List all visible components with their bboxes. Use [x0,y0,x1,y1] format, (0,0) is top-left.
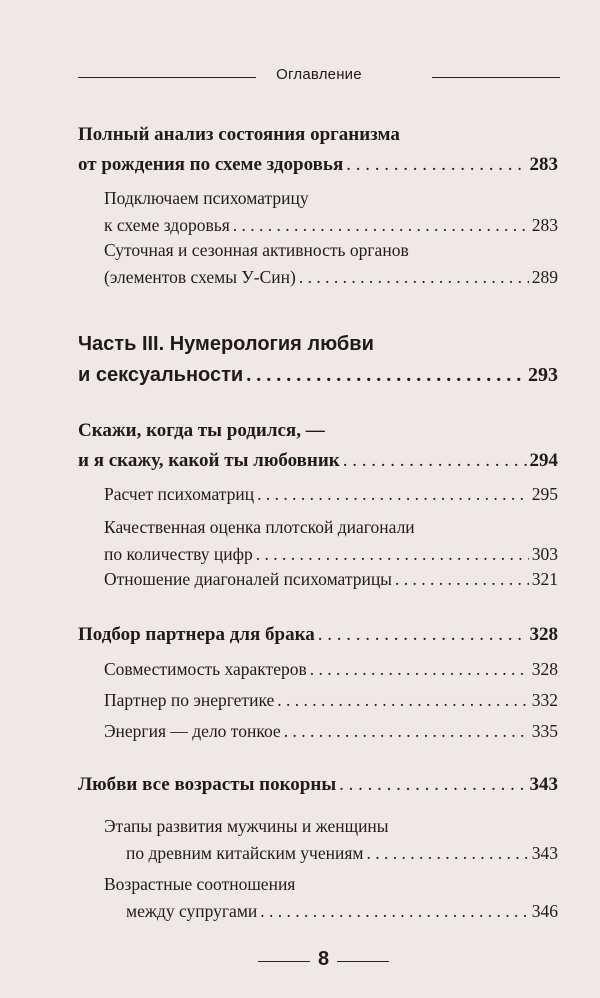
toc-entry-subsection[interactable] [104,687,558,714]
toc-page-number: 289 [531,267,558,287]
toc-entry-title: Энергия — дело тонкое [104,721,281,741]
toc-line [104,481,558,508]
toc-line [104,656,558,683]
toc-page-number: 332 [531,690,558,710]
toc-entry-subsection[interactable] [104,718,558,745]
toc-entry-section[interactable] [78,770,558,800]
header-title: Оглавление [276,66,362,83]
dot-leader [346,150,526,180]
toc-entry-section[interactable] [78,120,558,180]
page-footer [0,946,600,976]
page-number: 8 [317,948,330,970]
toc-line [104,185,558,212]
toc-line [104,871,558,898]
toc-line [104,514,558,541]
toc-entry-title: и я скажу, какой ты любовник [78,450,340,471]
dot-leader [366,840,528,867]
dot-leader [233,212,529,239]
toc-page-number: 303 [531,544,558,564]
toc-entry-title: по количеству цифр [104,544,253,564]
toc-line [78,770,558,800]
toc-page-number: 346 [531,901,558,921]
toc-entry-subsection[interactable] [104,656,558,683]
toc-line [78,329,558,360]
toc-line [104,718,558,745]
toc-entry-title: Партнер по энергетике [104,690,275,710]
toc-line [78,416,558,446]
toc-line [104,237,558,264]
toc-entry-title: Скажи, когда ты родился, — [78,420,325,441]
toc-page-number: 328 [529,624,558,645]
toc-page-number: 295 [531,484,558,504]
toc-page-number: 283 [529,154,558,175]
toc-line [104,212,558,239]
toc-entry-title: Совместимость характеров [104,659,307,679]
toc-entry-subsection[interactable] [104,871,558,925]
toc-line [104,541,558,568]
toc-line [78,360,558,391]
dot-leader [343,446,527,476]
dot-leader [257,481,529,508]
toc-line [78,120,558,150]
toc-entry-title: Отношение диагоналей психоматрицы [104,569,392,589]
toc-page-number: 343 [531,843,558,863]
toc-line [104,566,558,593]
toc-line [104,813,558,840]
toc-entry-title: Качественная оценка плотской диагонали [104,517,415,537]
footer-rule-right [337,961,389,962]
toc-page-number: 343 [529,774,558,795]
dot-leader [299,264,529,291]
dot-leader [318,620,527,650]
dot-leader [256,541,529,568]
toc-entry-title: (элементов схемы У-Син) [104,267,296,287]
toc-entry-subsection[interactable] [104,481,558,508]
toc-line [78,446,558,476]
toc-entry-title: Этапы развития мужчины и женщины [104,816,389,836]
toc-line [104,264,558,291]
toc-page-number: 335 [531,721,558,741]
toc-entry-section[interactable] [78,416,558,476]
toc-entry-part[interactable] [78,329,558,391]
toc-line [104,687,558,714]
toc-line [104,898,558,925]
toc-entry-subsection[interactable] [104,185,558,239]
toc-entry-title: и сексуальности [78,364,244,386]
dot-leader [339,770,526,800]
toc-page-number: 283 [531,215,558,235]
toc-entry-subsection[interactable] [104,237,558,291]
dot-leader [284,718,529,745]
dot-leader [260,898,528,925]
toc-entry-subsection[interactable] [104,566,558,593]
toc-entry-subsection[interactable] [104,514,558,568]
toc-entry-title: Любви все возрасты покорны [78,774,337,795]
toc-entry-title: по древним китайским учениям [126,843,364,863]
toc-entry-title: к схеме здоровья [104,215,230,235]
toc-entry-title: Суточная и сезонная активность органов [104,240,409,260]
toc-entry-title: Возрастные соотношения [104,874,296,894]
toc-page-number: 293 [528,364,558,386]
toc-page-number: 321 [531,569,558,589]
toc-entry-title: Подключаем психоматрицу [104,188,309,208]
dot-leader [246,360,525,391]
toc-entry-title: Подбор партнера для брака [78,624,315,645]
toc-page-number: 294 [529,450,558,471]
toc-entry-title: от рождения по схеме здоровья [78,154,344,175]
toc-line [78,620,558,650]
dot-leader [310,656,529,683]
toc-line [78,150,558,180]
dot-leader [395,566,529,593]
toc-entry-section[interactable] [78,620,558,650]
dot-leader [277,687,528,714]
toc-entry-title: Часть III. Нумерология любви [78,333,374,355]
toc-line [104,840,558,867]
toc-page-number: 328 [531,659,558,679]
toc-entry-title: Полный анализ состояния организма [78,124,400,145]
footer-rule-left [258,961,310,962]
toc-entry-title: между супругами [126,901,258,921]
toc-entry-subsection[interactable] [104,813,558,867]
toc-entry-title: Расчет психоматриц [104,484,255,504]
